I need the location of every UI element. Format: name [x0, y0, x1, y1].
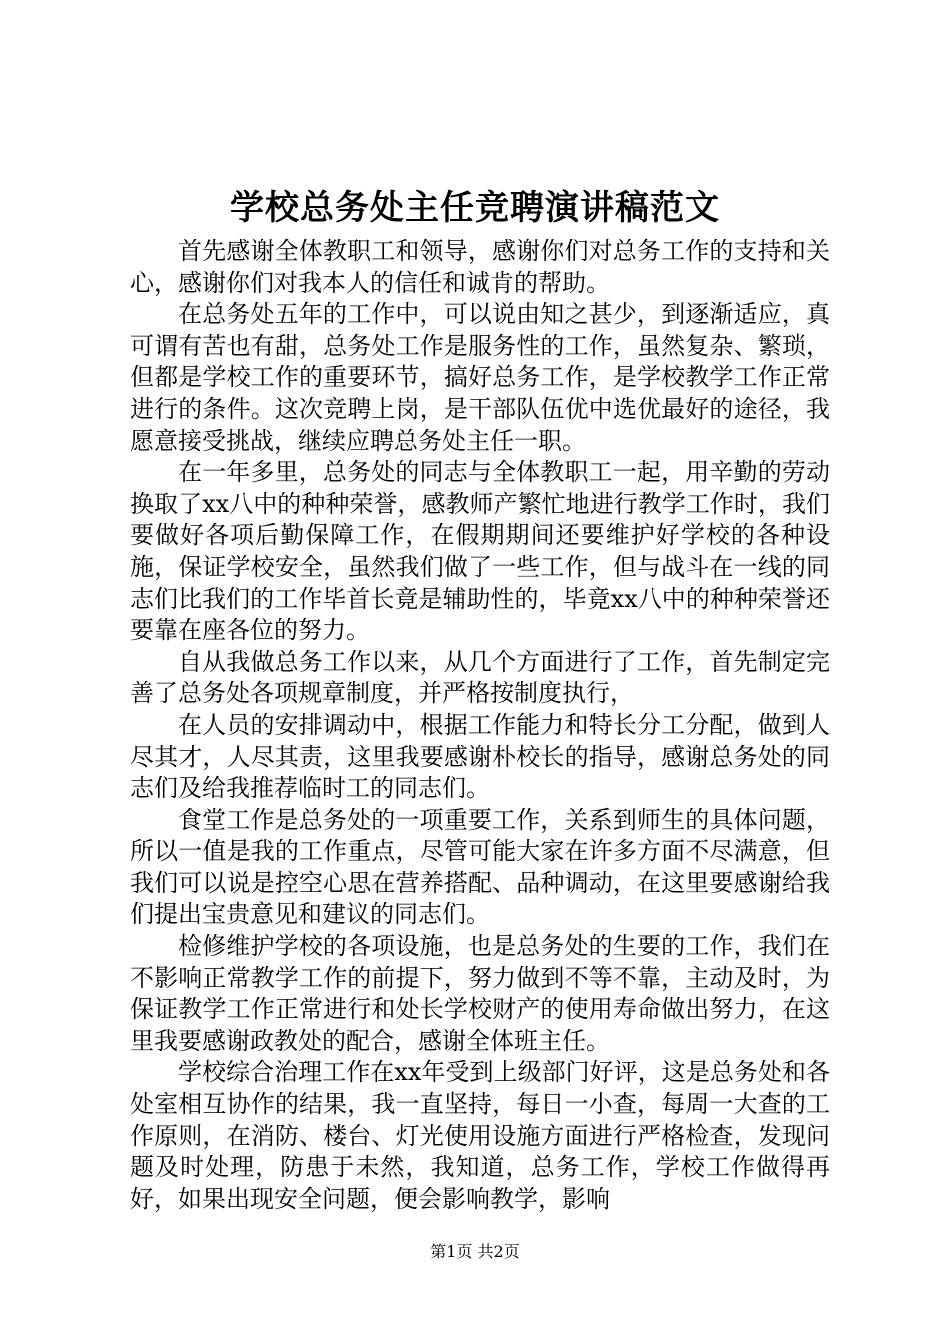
paragraph-8: 学校综合治理工作在xx年受到上级部门好评，这是总务处和各处室相互协作的结果，我一直坚持，每日一小查，每周一大查的工作原则，在消防、楼台、灯光使用设施方面进行严格检查，发现问题及时处理，防患于未然，我知道，总务工作，学校工作做得再好，如果出现安全问题，便会影响教学，影响: [130, 1058, 830, 1213]
paragraph-7: 检修维护学校的各项设施，也是总务处的生要的工作，我们在不影响正常教学工作的前提下，努力做到不等不靠，主动及时，为保证教学工作正常进行和处长学校财产的使用寿命做出努力，在这里我要感谢政教处的配合，感谢全体班主任。: [130, 932, 830, 1055]
paragraph-6: 食堂工作是总务处的一项重要工作，关系到师生的具体问题，所以一值是我的工作重点，尽管可能大家在许多方面不尽满意，但我们可以说是控空心思在营养搭配、品种调动，在这里要感谢给我们提出宝贵意见和建议的同志们。: [130, 805, 830, 929]
paragraph-4: 自从我做总务工作以来，从几个方面进行了工作，首先制定完善了总务处各项规章制度，并严格按制度执行，: [130, 647, 830, 708]
paragraph-3: 在一年多里，总务处的同志与全体教职工一起，用辛勤的劳动换取了xx八中的种种荣誉，感教师产繁忙地进行教学工作时，我们要做好各项后勤保障工作，在假期期间还要维护好学校的各种设施，保证学校安全，虽然我们做了一些工作，但与战斗在一线的同志们比我们的工作毕首长竟是辅助性的，毕竟xx八中的种种荣誉还要靠在座各位的努力。: [130, 458, 830, 645]
paragraph-5: 在人员的安排调动中，根据工作能力和特长分工分配，做到人尽其才，人尽其责，这里我要感谢朴校长的指导，感谢总务处的同志们及给我推荐临时工的同志们。: [130, 710, 830, 803]
document-title: 学校总务处主任竞聘演讲稿范文: [230, 188, 720, 228]
page-footer: [0, 1240, 950, 1264]
page-indicator: 第1页 共2页: [430, 1242, 520, 1261]
paragraph-2: 在总务处五年的工作中，可以说由知之甚少，到逐渐适应，真可谓有苦也有甜，总务处工作是服务性的工作，虽然复杂、繁琐，但都是学校工作的重要环节，搞好总务工作，是学校教学工作正常进行的条件。这次竞聘上岗，是干部队伍优中选优最好的途径，我愿意接受挑战，继续应聘总务处主任一职。: [130, 300, 830, 455]
document-body: [130, 236, 830, 1215]
paragraph-1: 首先感谢全体教职工和领导，感谢你们对总务工作的支持和关心，感谢你们对我本人的信任和诚肯的帮助。: [130, 237, 830, 297]
